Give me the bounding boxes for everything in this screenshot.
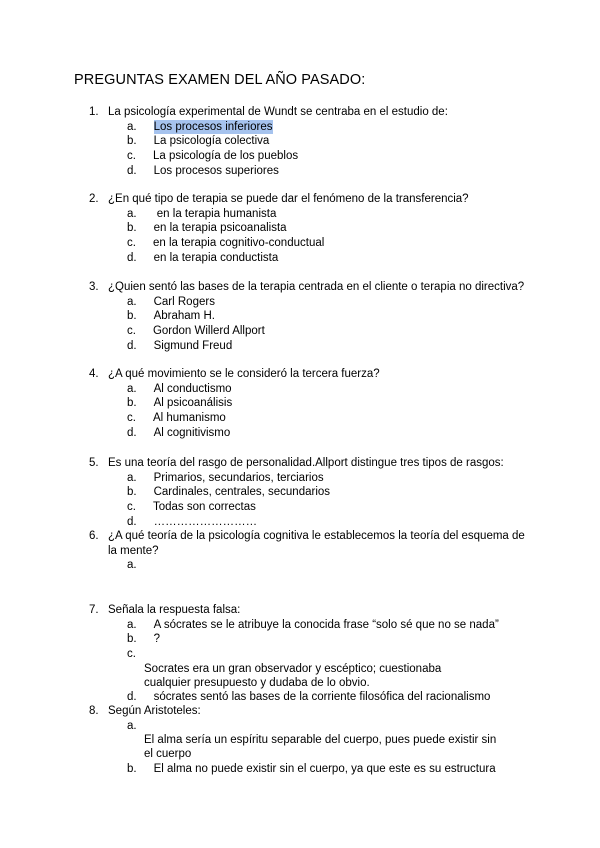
- option-b: b. Abraham H.: [127, 310, 215, 323]
- option-c: c. Todas son correctas: [127, 501, 256, 514]
- options-list: [127, 382, 529, 441]
- option-a: a. Los procesos inferiores: [127, 120, 273, 133]
- question-text: ¿A qué teoría de la psicología cognitiva le establecemos la teoría del esquema de la mente?: [108, 530, 525, 557]
- question-text: La psicología experimental de Wundt se centraba en el estudio de:: [108, 106, 448, 118]
- option-c: c. Gordon Willerd Allport: [127, 325, 265, 338]
- options-list: [127, 618, 529, 706]
- options-list: [127, 558, 529, 573]
- question-8: [89, 704, 529, 777]
- option-d: d. Los procesos superiores: [127, 164, 279, 177]
- question-3: [89, 280, 529, 354]
- option-c: c. Socrates era un gran observador y escéptico; cuestionaba cualquier presupuesto y dudaba de lo obvio.: [127, 648, 442, 689]
- question-number: 1.: [89, 106, 99, 118]
- option-a: a. en la terapia humanista: [127, 207, 277, 220]
- question-number: 5.: [89, 457, 99, 469]
- option-b: b. Al psicoanálisis: [127, 397, 233, 410]
- question-number: 8.: [89, 705, 99, 717]
- question-number: 3.: [89, 281, 99, 293]
- question-number: 2.: [89, 193, 99, 205]
- options-list: [127, 207, 529, 266]
- question-text: ¿A qué movimiento se le consideró la tercera fuerza?: [108, 368, 380, 380]
- highlighted-answer: Al humanismo: [152, 412, 226, 425]
- option-c: c. La psicología de los pueblos: [127, 150, 299, 163]
- question-text: Señala la respuesta falsa:: [108, 604, 241, 616]
- question-4: [89, 367, 529, 441]
- question-number: 7.: [89, 604, 99, 616]
- question-7: [89, 603, 529, 705]
- options-list: [127, 120, 529, 179]
- option-a: a. A sócrates se le atribuye la conocida frase “solo sé que no se nada”: [127, 618, 499, 631]
- highlighted-answer: en la terapia psicoanalista: [153, 222, 287, 235]
- option-b: b. ?: [127, 633, 160, 646]
- option-a: a.: [127, 559, 137, 572]
- option-a: a. Carl Rogers: [127, 295, 215, 308]
- question-6: [89, 529, 529, 573]
- highlighted-answer: El alma no puede existir sin el cuerpo, ya que este es su estructura: [153, 762, 496, 775]
- option-b: b. El alma no puede existir sin el cuerpo, ya que este es su estructura: [127, 762, 496, 775]
- option-d: d. en la terapia conductista: [127, 251, 279, 264]
- highlighted-answer: Cardinales, centrales, secundarios: [153, 486, 331, 499]
- option-a: a. El alma sería un espíritu separable del cuerpo, pues puede existir sin el cuerpo: [127, 719, 497, 761]
- option-c: c. en la terapia cognitivo-conductual: [127, 237, 325, 250]
- option-d: d. ………………………: [127, 515, 258, 528]
- question-1: [89, 105, 529, 179]
- options-list: [127, 471, 529, 530]
- option-b: b. en la terapia psicoanalista: [127, 222, 287, 235]
- option-d: d. Al cognitivismo: [127, 426, 231, 439]
- question-text: ¿En qué tipo de terapia se puede dar el fenómeno de la transferencia?: [108, 193, 469, 205]
- options-list: [127, 295, 529, 354]
- option-b: b. La psicología colectiva: [127, 135, 270, 148]
- question-number: 4.: [89, 368, 99, 380]
- option-c: c. Al humanismo: [127, 412, 226, 425]
- page-title: PREGUNTAS EXAMEN DEL AÑO PASADO:: [74, 72, 366, 88]
- question-text: Según Aristoteles:: [108, 705, 201, 717]
- highlighted-answer: Carl Rogers: [153, 295, 215, 308]
- question-number: 6.: [89, 530, 99, 542]
- option-b: b. Cardinales, centrales, secundarios: [127, 486, 331, 499]
- highlighted-answer: sócrates sentó las bases de la corriente filosófica del racionalismo: [153, 691, 491, 704]
- option-a: a. Primarios, secundarios, terciarios: [127, 471, 324, 484]
- option-d: d. sócrates sentó las bases de la corriente filosófica del racionalismo: [127, 691, 491, 704]
- option-a: a. Al conductismo: [127, 382, 232, 395]
- question-2: [89, 192, 529, 266]
- highlighted-answer: Los procesos inferiores: [153, 120, 273, 133]
- question-text: Es una teoría del rasgo de personalidad.Allport distingue tres tipos de rasgos:: [108, 457, 504, 469]
- question-text: ¿Quien sentó las bases de la terapia centrada en el cliente o terapia no directiva?: [108, 281, 525, 293]
- options-list: [127, 719, 529, 777]
- option-d: d. Sigmund Freud: [127, 339, 233, 352]
- question-5: [89, 456, 529, 530]
